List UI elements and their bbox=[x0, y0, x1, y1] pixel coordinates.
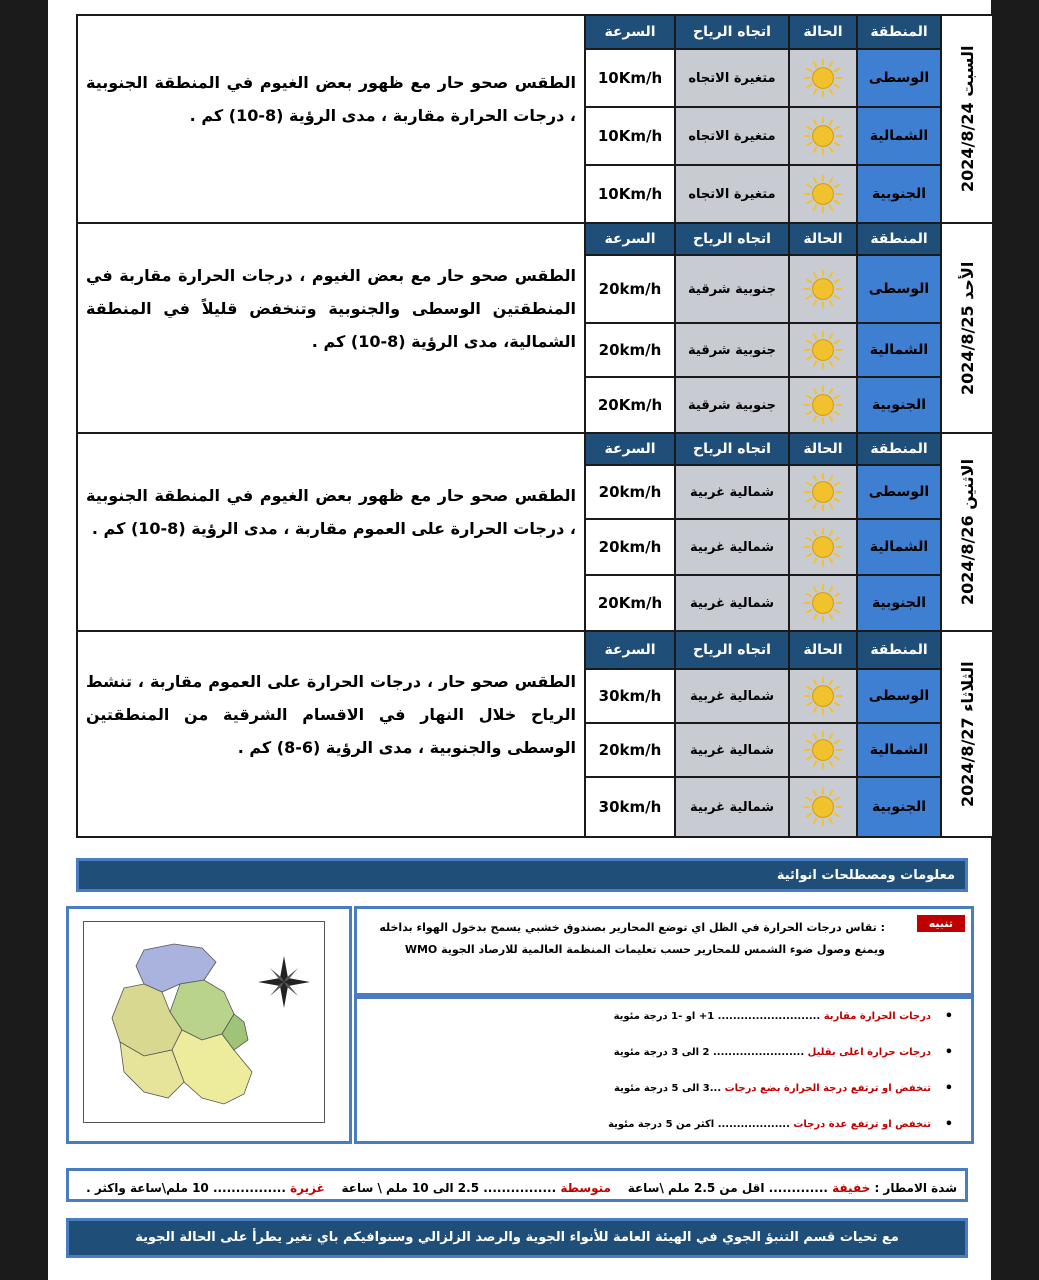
condition-cell bbox=[789, 777, 857, 837]
condition-cell bbox=[789, 165, 857, 223]
day-date-label: الاثنين 2024/8/26 bbox=[957, 458, 977, 606]
day-description bbox=[77, 433, 585, 631]
rain-heavy-def: ................ 10 ملم\ساعة واكثر . bbox=[86, 1181, 286, 1195]
sun-icon bbox=[803, 787, 843, 827]
day-date-label: الثلاثاء 2024/8/27 bbox=[957, 661, 977, 807]
condition-cell bbox=[789, 49, 857, 107]
wind-direction-cell: متغيرة الاتجاه bbox=[675, 165, 789, 223]
wind-direction-cell: شمالية غربية bbox=[675, 669, 789, 723]
header-wind: اتجاه الرياح bbox=[675, 631, 789, 669]
region-cell: الشمالية bbox=[857, 723, 941, 777]
wind-direction-cell: جنوبية شرقية bbox=[675, 255, 789, 323]
compass-icon bbox=[258, 956, 310, 1008]
term-name: درجات الحرارة مقاربة bbox=[823, 1011, 931, 1022]
region-cell: الجنوبية bbox=[857, 777, 941, 837]
day-date bbox=[941, 223, 993, 433]
rain-moderate-def: ................ 2.5 الى 10 ملم \ ساعة bbox=[341, 1181, 557, 1195]
term-item bbox=[357, 1043, 931, 1079]
region-cell: الوسطى bbox=[857, 669, 941, 723]
footer-bar bbox=[66, 1218, 968, 1258]
day-description-text: الطقس صحو حار مع ظهور بعض الغيوم في المنطقة الجنوبية ، درجات الحرارة على العموم مقاربة ، مدى الرؤية (8-10) كم . bbox=[86, 486, 576, 538]
header-condition: الحالة bbox=[789, 15, 857, 49]
day-date bbox=[941, 15, 993, 223]
header-condition: الحالة bbox=[789, 433, 857, 465]
term-definition: ........................... 1+ او -1 درجة مئوية bbox=[613, 1011, 821, 1022]
header-speed: السرعة bbox=[585, 15, 675, 49]
header-condition: الحالة bbox=[789, 223, 857, 255]
wind-speed-cell: 30km/h bbox=[585, 777, 675, 837]
rain-label: شدة الامطار : bbox=[874, 1181, 957, 1195]
map-frame bbox=[66, 906, 352, 1144]
header-region: المنطقة bbox=[857, 433, 941, 465]
day-description bbox=[77, 223, 585, 433]
wind-speed-cell: 20km/h bbox=[585, 723, 675, 777]
rain-moderate: متوسطة bbox=[560, 1181, 611, 1195]
region-cell: الشمالية bbox=[857, 107, 941, 165]
wind-direction-cell: متغيرة الاتجاه bbox=[675, 107, 789, 165]
wind-speed-cell: 20km/h bbox=[585, 519, 675, 575]
note-text: : تقاس درجات الحرارة في الظل اي توضع المحارير بصندوق خشبي يسمح بدخول الهواء بداخله ويمنع وصول ضوء الشمس للمحارير حسب تعليمات المنظمة العالمية للارصاد الجوية WMO bbox=[379, 921, 885, 956]
term-definition: ........................ 2 الى 3 درجة مئوية bbox=[613, 1047, 805, 1058]
day-date bbox=[941, 631, 993, 837]
wind-speed-cell: 30km/h bbox=[585, 669, 675, 723]
region-cell: الوسطى bbox=[857, 255, 941, 323]
sun-icon bbox=[803, 472, 843, 512]
day-description-text: الطقس صحو حار ، درجات الحرارة على العموم مقاربة ، تنشط الرياح خلال النهار في الاقسام الشرقية من المنطقتين الوسطى والجنوبية ، مدى الرؤية (6-8) كم . bbox=[86, 671, 576, 757]
wind-speed-cell: 20km/h bbox=[585, 323, 675, 377]
rain-heavy: غزيرة bbox=[290, 1181, 325, 1195]
footer-text: مع تحيات قسم التنبؤ الجوي في الهيئة العامة للأنواء الجوية والرصد الزلزالي وسنوافيكم باي تغير يطرأ على الحالة الجوية bbox=[135, 1230, 899, 1245]
condition-cell bbox=[789, 107, 857, 165]
note-label: تنبيه bbox=[917, 915, 965, 932]
wind-speed-cell: 10Km/h bbox=[585, 107, 675, 165]
term-item bbox=[357, 1079, 931, 1115]
wind-speed-cell: 10Km/h bbox=[585, 165, 675, 223]
day-description-text: الطقس صحو حار مع بعض الغيوم ، درجات الحرارة مقاربة في المنطقتين الوسطى والجنوبية وتنخفض قليلاً في المنطقة الشمالية، مدى الرؤية (8-10) كم . bbox=[86, 265, 576, 351]
day-date-label: الأحد 2024/8/25 bbox=[957, 261, 977, 395]
wind-direction-cell: جنوبية شرقية bbox=[675, 323, 789, 377]
wind-direction-cell: شمالية غربية bbox=[675, 519, 789, 575]
header-speed: السرعة bbox=[585, 223, 675, 255]
condition-cell bbox=[789, 575, 857, 631]
term-definition: ...3 الى 5 درجة مئوية bbox=[614, 1083, 722, 1094]
sun-icon bbox=[803, 330, 843, 370]
region-cell: الجنوبية bbox=[857, 575, 941, 631]
term-definition: ................... اكثر من 5 درجة مئوية bbox=[608, 1119, 790, 1130]
wind-direction-cell: شمالية غربية bbox=[675, 723, 789, 777]
header-speed: السرعة bbox=[585, 631, 675, 669]
wind-direction-cell: شمالية غربية bbox=[675, 777, 789, 837]
sun-icon bbox=[803, 116, 843, 156]
wind-speed-cell: 20km/h bbox=[585, 465, 675, 519]
wind-direction-cell: شمالية غربية bbox=[675, 575, 789, 631]
condition-cell bbox=[789, 669, 857, 723]
day-description bbox=[77, 15, 585, 223]
region-cell: الوسطى bbox=[857, 465, 941, 519]
sun-icon bbox=[803, 58, 843, 98]
rain-intensity-box bbox=[66, 1168, 968, 1202]
wind-speed-cell: 20km/h bbox=[585, 255, 675, 323]
condition-cell bbox=[789, 377, 857, 433]
sun-icon bbox=[803, 527, 843, 567]
term-item bbox=[357, 1115, 931, 1151]
header-condition: الحالة bbox=[789, 631, 857, 669]
header-region: المنطقة bbox=[857, 15, 941, 49]
region-cell: الشمالية bbox=[857, 323, 941, 377]
sun-icon bbox=[803, 676, 843, 716]
term-name: تنخفض او ترتفع درجة الحرارة بضع درجات bbox=[724, 1083, 931, 1094]
wind-speed-cell: 10Km/h bbox=[585, 49, 675, 107]
wind-direction-cell: متغيرة الاتجاه bbox=[675, 49, 789, 107]
map-panel bbox=[83, 921, 325, 1123]
terms-list bbox=[357, 999, 971, 1151]
sun-icon bbox=[803, 269, 843, 309]
region-cell: الجنوبية bbox=[857, 377, 941, 433]
condition-cell bbox=[789, 465, 857, 519]
header-region: المنطقة bbox=[857, 223, 941, 255]
condition-cell bbox=[789, 255, 857, 323]
day-date-label: السبت 2024/8/24 bbox=[957, 45, 977, 193]
rain-light: خفيفة bbox=[832, 1181, 871, 1195]
sun-icon bbox=[803, 385, 843, 425]
info-title: معلومات ومصطلحات انوائية bbox=[776, 868, 955, 883]
wind-direction-cell: جنوبية شرقية bbox=[675, 377, 789, 433]
condition-cell bbox=[789, 723, 857, 777]
wind-speed-cell: 20Km/h bbox=[585, 377, 675, 433]
wind-direction-cell: شمالية غربية bbox=[675, 465, 789, 519]
term-name: تنخفض او ترتفع عدة درجات bbox=[793, 1119, 931, 1130]
term-item bbox=[357, 1007, 931, 1043]
forecast-table bbox=[76, 14, 994, 838]
rain-light-def: ............. اقل من 2.5 ملم \ساعة bbox=[627, 1181, 828, 1195]
header-region: المنطقة bbox=[857, 631, 941, 669]
header-wind: اتجاه الرياح bbox=[675, 15, 789, 49]
day-description bbox=[77, 631, 585, 837]
terms-box bbox=[354, 996, 974, 1144]
condition-cell bbox=[789, 519, 857, 575]
header-wind: اتجاه الرياح bbox=[675, 433, 789, 465]
header-speed: السرعة bbox=[585, 433, 675, 465]
region-cell: الجنوبية bbox=[857, 165, 941, 223]
header-wind: اتجاه الرياح bbox=[675, 223, 789, 255]
wind-speed-cell: 20Km/h bbox=[585, 575, 675, 631]
sun-icon bbox=[803, 583, 843, 623]
condition-cell bbox=[789, 323, 857, 377]
region-cell: الوسطى bbox=[857, 49, 941, 107]
info-title-bar bbox=[76, 858, 968, 892]
note-box bbox=[354, 906, 974, 996]
day-date bbox=[941, 433, 993, 631]
sun-icon bbox=[803, 174, 843, 214]
day-description-text: الطقس صحو حار مع ظهور بعض الغيوم في المنطقة الجنوبية ، درجات الحرارة مقاربة ، مدى الرؤية (8-10) كم . bbox=[86, 73, 576, 125]
term-name: درجات حرارة اعلى بقليل bbox=[807, 1047, 931, 1058]
sun-icon bbox=[803, 730, 843, 770]
region-cell: الشمالية bbox=[857, 519, 941, 575]
iraq-map-image bbox=[84, 922, 324, 1122]
